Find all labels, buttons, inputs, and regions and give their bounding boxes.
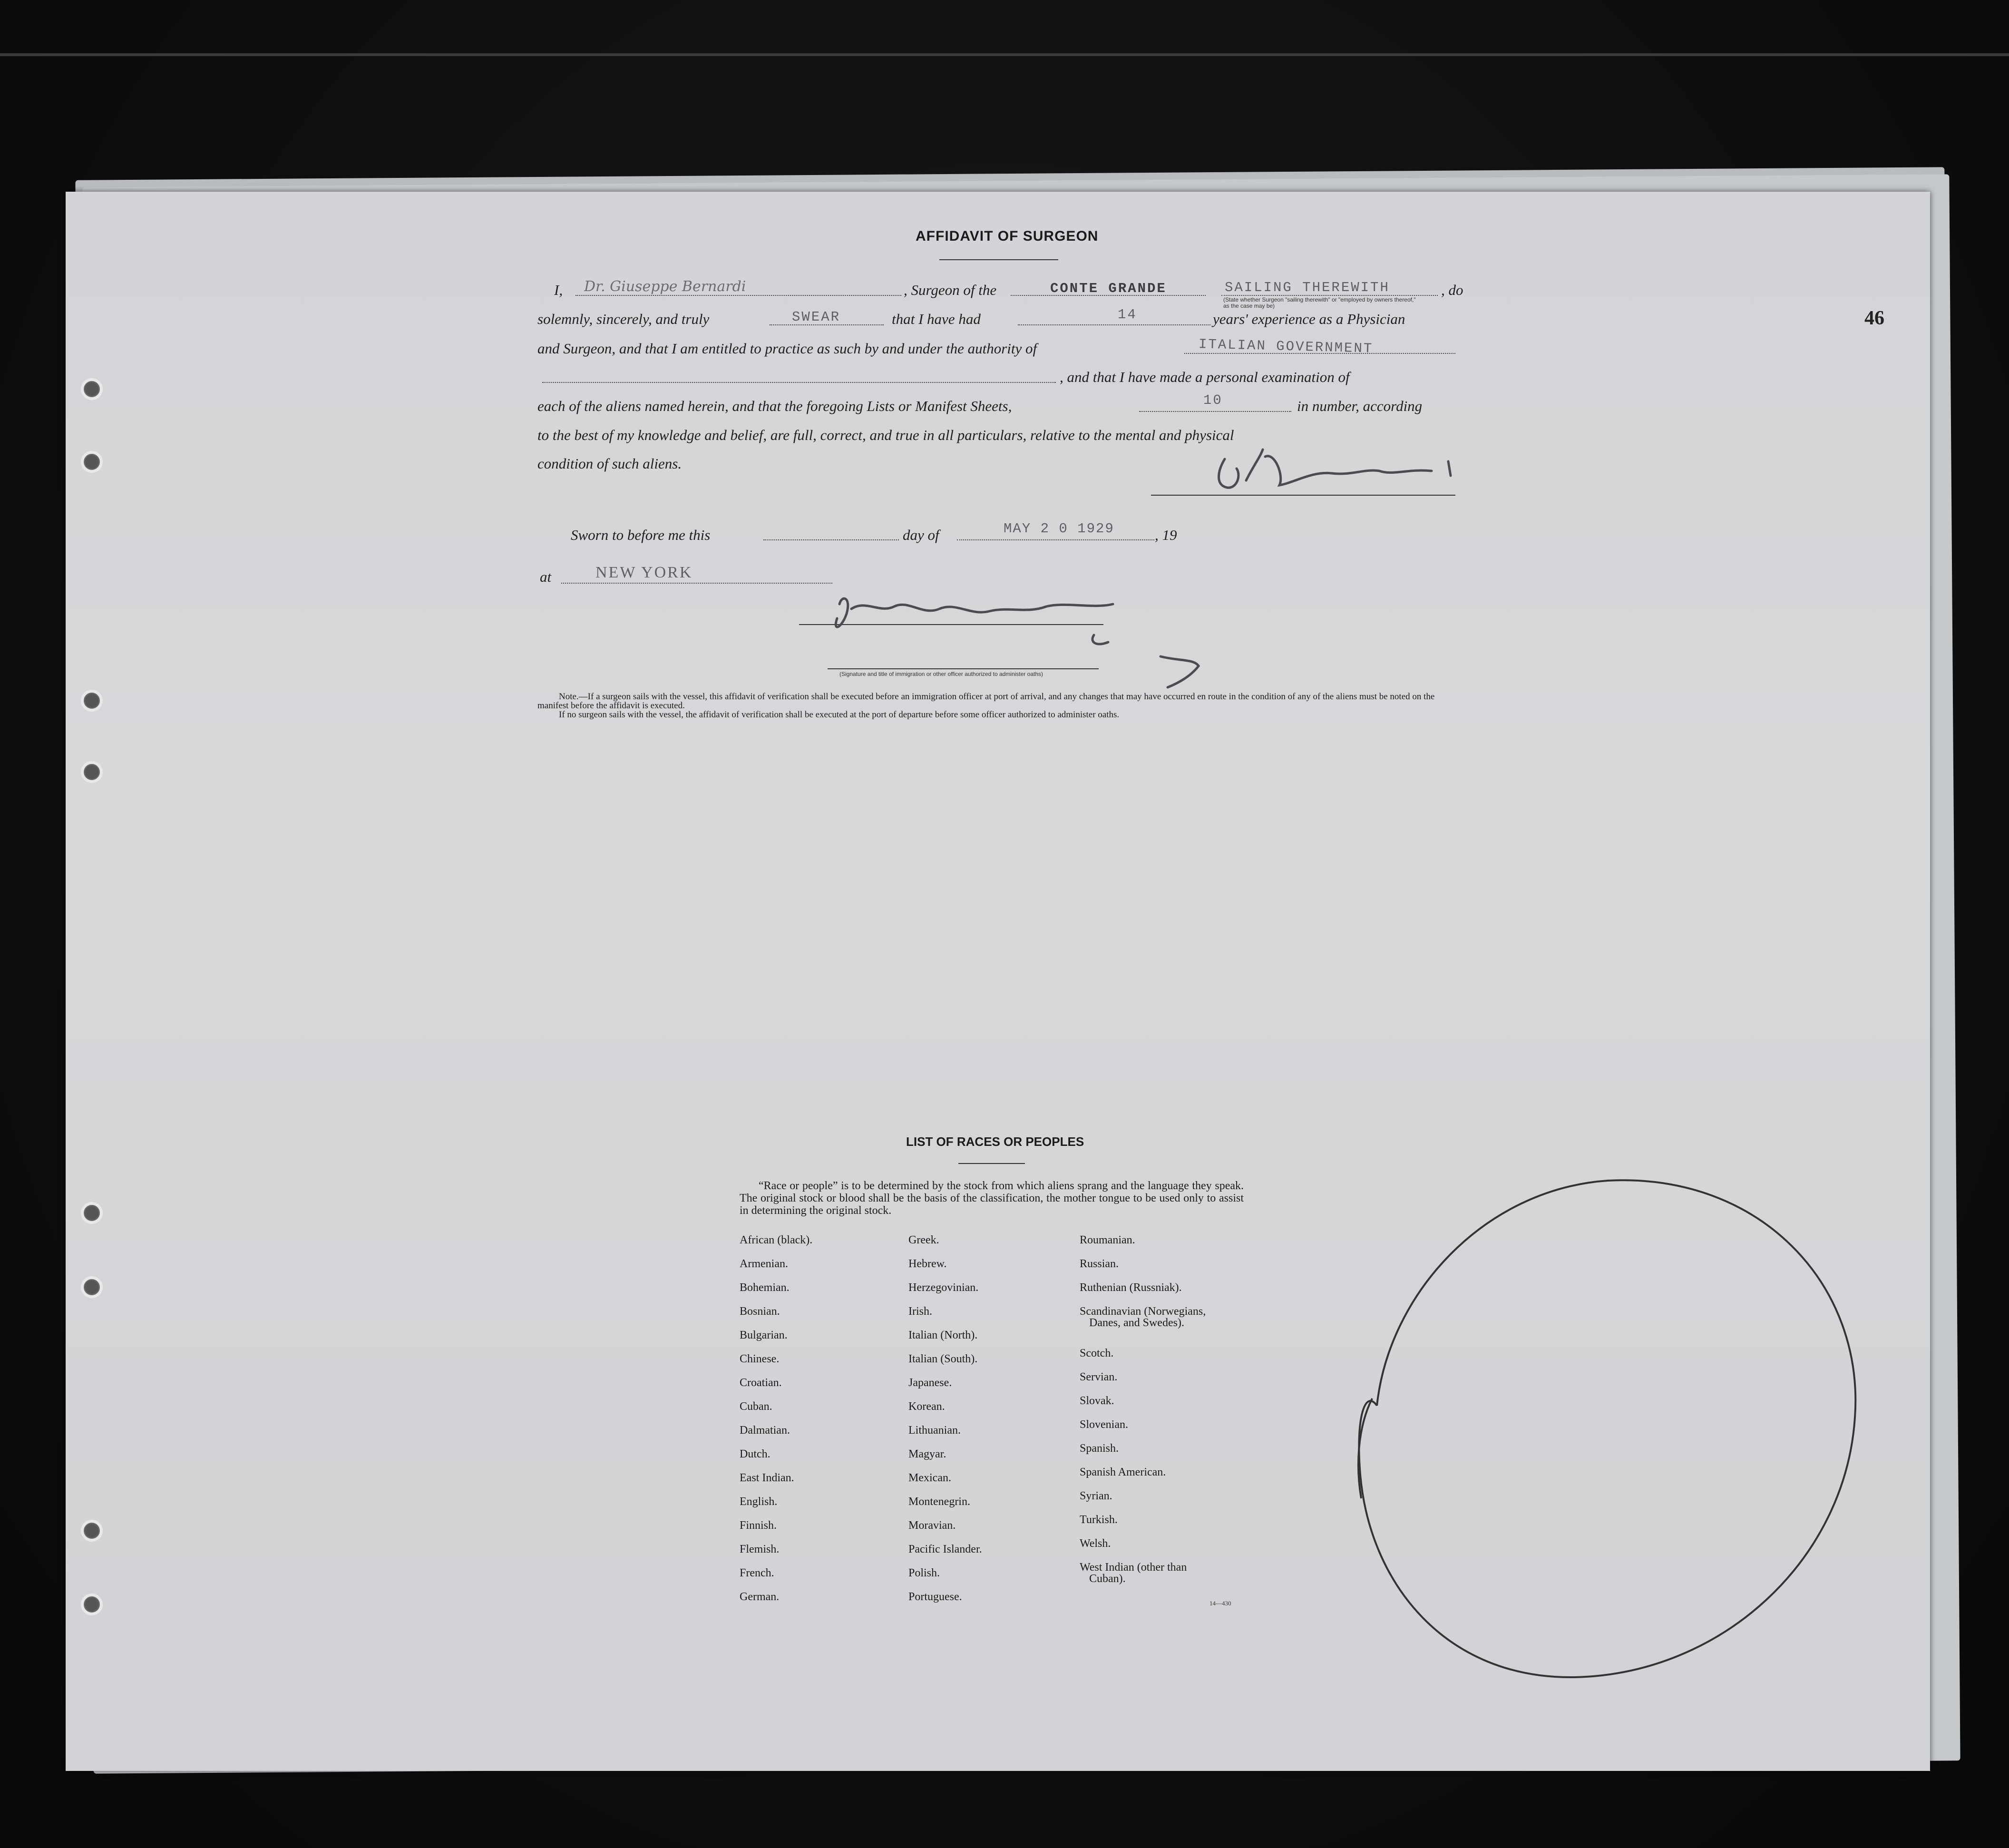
race-item: Bosnian. [740, 1305, 780, 1318]
race-item: Moravian. [908, 1519, 956, 1532]
race-item-multiline [1080, 1306, 1206, 1348]
officer-caption: (Signature and title of immigration or other officer authorized to administer oaths) [839, 671, 1043, 677]
race-item: Irish. [908, 1305, 932, 1318]
surgeon-name-field: Dr. Giuseppe Bernardi [584, 278, 746, 295]
at-label: at [540, 568, 552, 585]
race-item: Korean. [908, 1400, 945, 1413]
race-item: Dalmatian. [740, 1424, 790, 1437]
race-item: Bulgarian. [740, 1329, 788, 1341]
race-item: Servian. [1080, 1371, 1118, 1383]
race-item: East Indian. [740, 1472, 794, 1484]
race-item: Finnish. [740, 1519, 777, 1532]
form-code: 14—430 [1209, 1600, 1231, 1607]
race-item: Roumanian. [1080, 1234, 1135, 1246]
races-column-2 [908, 1234, 982, 1615]
race-item: Greek. [908, 1234, 939, 1246]
sworn-pre: Sworn to before me this [571, 527, 711, 543]
affidavit-line5-post: in number, according [1297, 398, 1423, 414]
place-field: NEW YORK [595, 564, 693, 581]
race-item: Italian (North). [908, 1329, 978, 1341]
affidavit-title: AFFIDAVIT OF SURGEON [916, 228, 1099, 244]
authority-field: ITALIAN GOVERNMENT [1198, 336, 1374, 357]
race-item: Chinese. [740, 1353, 780, 1365]
race-item: African (black). [740, 1234, 813, 1246]
page-number: 46 [1864, 307, 1884, 329]
surgeon-status-field: SAILING THEREWITH [1225, 280, 1390, 295]
race-item: Dutch. [740, 1448, 770, 1460]
race-item: Turkish. [1080, 1514, 1118, 1526]
vessel-name-field: CONTE GRANDE [1050, 281, 1167, 296]
race-item-multiline [1080, 1562, 1206, 1604]
affidavit-line2-post: years' experience as a Physician [1213, 311, 1405, 327]
affidavit-line1-pre: I, [554, 282, 563, 298]
race-item: Slovak. [1080, 1395, 1114, 1407]
race-item: German. [740, 1591, 780, 1603]
race-item: Portuguese. [908, 1591, 962, 1603]
affidavit-line5-pre: each of the aliens named herein, and that the foregoing Lists or Manifest Sheets, [537, 398, 1012, 414]
affidavit-line2-mid: that I have had [892, 311, 981, 327]
race-item: Scotch. [1080, 1347, 1114, 1359]
pencil-circle-mark [1358, 1180, 1855, 1677]
affidavit-line6: to the best of my knowledge and belief, are full, correct, and true in all particulars, relative to the mental and physical [537, 427, 1234, 443]
race-item: Montenegrin. [908, 1496, 970, 1508]
race-item: Armenian. [740, 1258, 788, 1270]
sworn-post: , 19 [1155, 527, 1177, 543]
note-paragraph-2: If no surgeon sails with the vessel, the affidavit of verification shall be executed at the port of departure before some officer authorized to administer oaths. [559, 710, 1120, 720]
affidavit-line1-post: , do [1441, 282, 1463, 298]
race-item: Slovenian. [1080, 1418, 1128, 1431]
affidavit-line7: condition of such aliens. [537, 455, 682, 472]
race-item: Spanish. [1080, 1442, 1119, 1455]
officer-signature [836, 598, 1199, 687]
sworn-mid: day of [903, 527, 939, 543]
sheet-count-field: 10 [1203, 392, 1223, 408]
status-hint: (State whether Surgeon "sailing therewith" or "employed by owners thereof," as the case may be) [1223, 296, 1416, 309]
race-item: Spanish American. [1080, 1466, 1166, 1478]
races-column-1 [740, 1234, 812, 1615]
race-item: Mexican. [908, 1472, 951, 1484]
race-item-line: West Indian (other than [1080, 1561, 1187, 1574]
race-item: Polish. [908, 1567, 940, 1579]
race-item: Hebrew. [908, 1258, 947, 1270]
race-item: Bohemian. [740, 1281, 790, 1294]
sworn-date-field: MAY 2 0 1929 [1004, 521, 1114, 537]
races-column-3 [1080, 1234, 1206, 1604]
race-item: Russian. [1080, 1258, 1119, 1270]
years-experience-field: 14 [1118, 307, 1137, 323]
race-item: Italian (South). [908, 1353, 978, 1365]
race-item-line: Cuban). [1089, 1573, 1126, 1585]
races-intro: “Race or people” is to be determined by the stock from which aliens sprang and the language they speak. The original stock or blood shall be the basis of the classification, the mother tongue to be used only to assist in determining the original stock. [740, 1180, 1244, 1217]
race-item: Magyar. [908, 1448, 946, 1460]
surgeon-signature [1219, 450, 1451, 488]
oath-type-field: SWEAR [792, 309, 841, 325]
race-item-line: Scandinavian (Norwegians, [1080, 1305, 1206, 1318]
affidavit-line4: , and that I have made a personal examination of [1060, 369, 1350, 385]
races-title-rule [958, 1163, 1025, 1164]
race-item: Syrian. [1080, 1490, 1112, 1502]
affidavit-line3: and Surgeon, and that I am entitled to practice as such by and under the authority of [537, 340, 1037, 357]
race-item: English. [740, 1496, 778, 1508]
race-item: Herzegovinian. [908, 1281, 979, 1294]
race-item: Flemish. [740, 1543, 780, 1555]
race-item: Welsh. [1080, 1537, 1111, 1550]
race-item: Lithuanian. [908, 1424, 961, 1437]
note-paragraph-1: Note.—If a surgeon sails with the vessel, this affidavit of verification shall be executed before an immigration officer at port of arrival, and any changes that may have occurred en route in the condition of any of the aliens must be noted on the manifest before the affidavit is executed. [537, 692, 1435, 711]
race-item: Pacific Islander. [908, 1543, 982, 1555]
race-item: Ruthenian (Russniak). [1080, 1281, 1182, 1294]
race-item: Japanese. [908, 1377, 952, 1389]
races-title: LIST OF RACES OR PEOPLES [906, 1134, 1084, 1149]
race-item: French. [740, 1567, 774, 1579]
race-item-line: Danes, and Swedes). [1089, 1317, 1184, 1329]
affidavit-line1-mid: , Surgeon of the [904, 282, 997, 298]
race-item: Cuban. [740, 1400, 772, 1413]
race-item: Croatian. [740, 1377, 782, 1389]
affidavit-line2-pre: solemnly, sincerely, and truly [537, 311, 710, 327]
